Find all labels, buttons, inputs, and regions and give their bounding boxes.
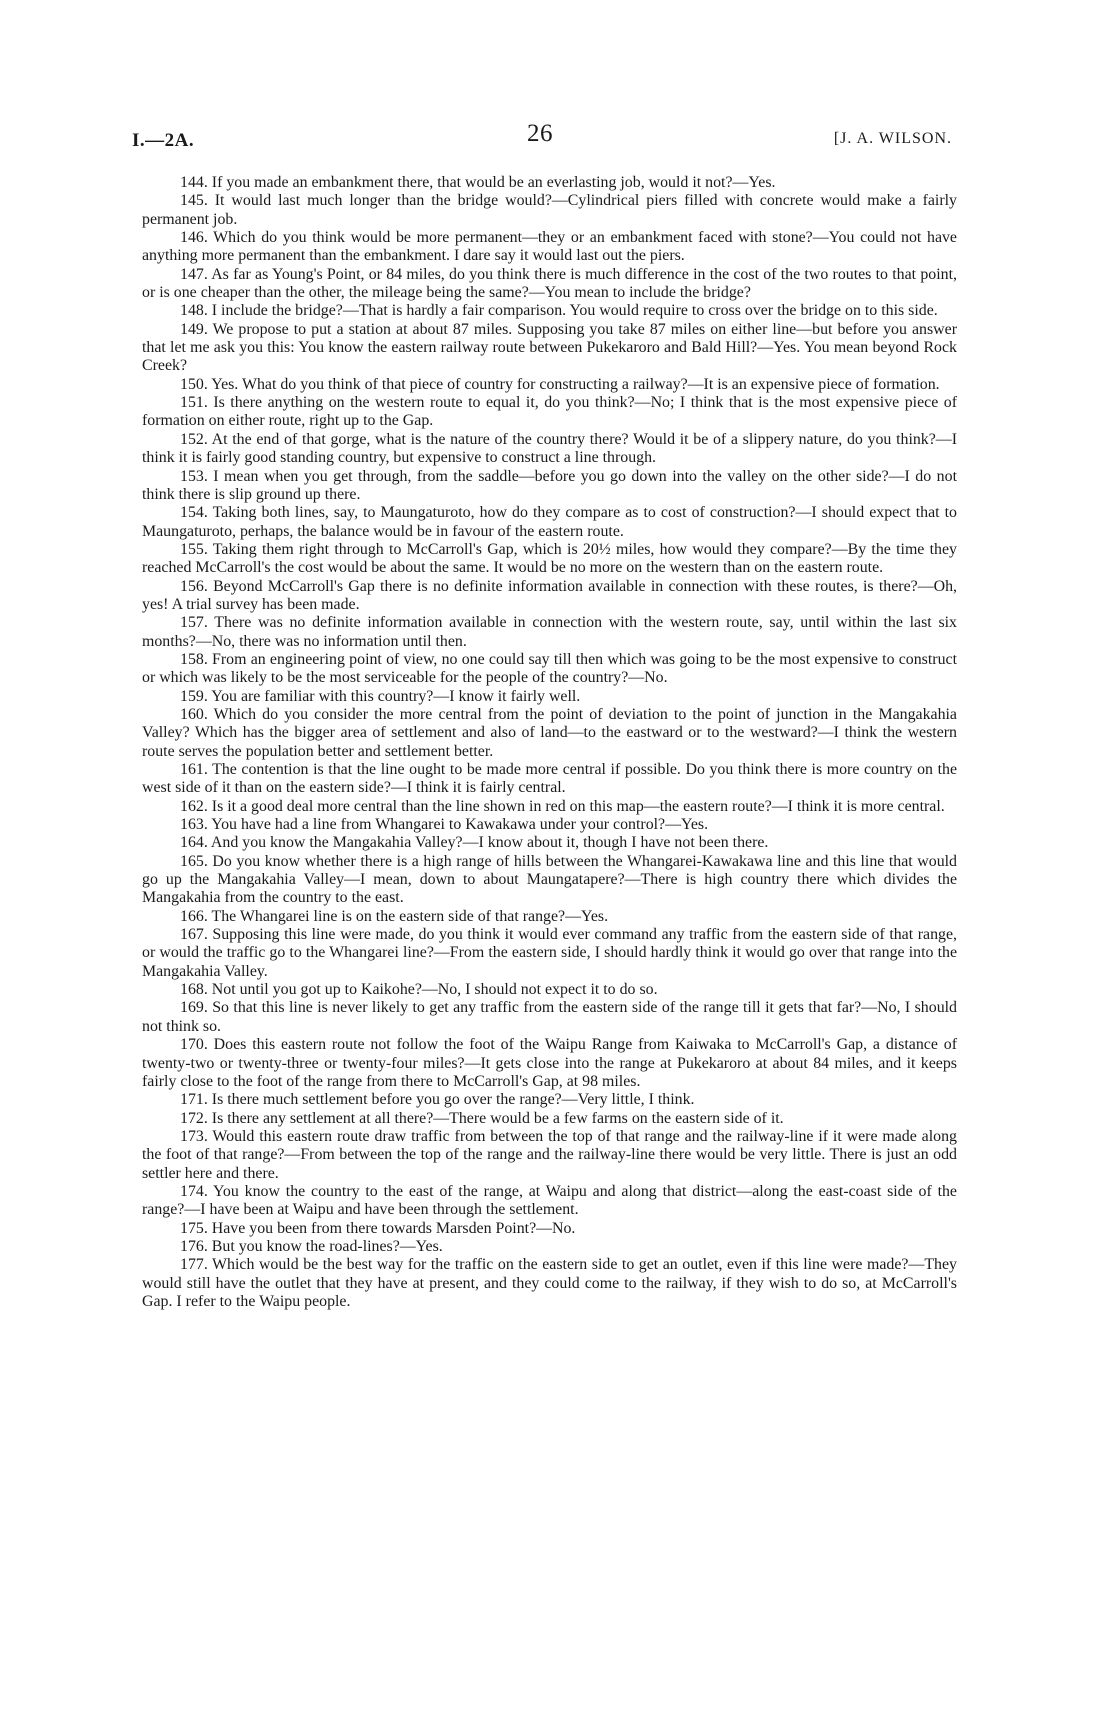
paragraph: 144. If you made an embankment there, that would be an everlasting job, would it not?—Yes. bbox=[180, 174, 776, 191]
paragraph: 175. Have you been from there towards Marsden Point?—No. bbox=[180, 1219, 576, 1237]
paragraph: 154. Taking both lines, say, to Maungaturoto, how do they compare as to cost of construction?—I should expect that to Maungaturoto, perhaps, the balance would be in favour of the eastern route. bbox=[142, 504, 957, 540]
paragraph: 150. Yes. What do you think of that piece of country for constructing a railway?—It is an expensive piece of formation. bbox=[180, 375, 940, 393]
paragraph: 158. From an engineering point of view, no one could say till then which was going to be the most expensive to construct or which was likely to be the most serviceable for the people of the country?—No. bbox=[142, 650, 957, 687]
paragraph: 164. And you know the Mangakahia Valley?—I know about it, though I have not been there. bbox=[180, 834, 769, 852]
paragraph: 159. You are familiar with this country?—I know it fairly well. bbox=[180, 687, 581, 705]
paragraph: 172. Is there any settlement at all there?—There would be a few farms on the eastern side of it. bbox=[180, 1109, 784, 1127]
paragraph: 169. So that this line is never likely to get any traffic from the eastern side of the range till it gets that far?—No, I should not think so. bbox=[142, 999, 957, 1035]
witness-name: [J. A. WILSON. bbox=[833, 130, 952, 147]
paragraph: 163. You have had a line from Whangarei to Kawakawa under your control?—Yes. bbox=[180, 816, 709, 834]
page-header bbox=[132, 120, 952, 160]
paragraph: 174. You know the country to the east of the range, at Waipu and along that district—along the east-coast side of the range?—I have been at Waipu and have been through the settlement. bbox=[142, 1182, 957, 1219]
paragraph: 145. It would last much longer than the bridge would?—Cylindrical piers filled with concrete would make a fairly permanent job. bbox=[142, 192, 957, 228]
paragraph: 173. Would this eastern route draw traffic from between the top of that range and the railway-line if it were made along the foot of that range?—From between the top of the range and the railway-line there would be very little. There is just an odd settler here and there. bbox=[142, 1127, 957, 1182]
paragraph: 167. Supposing this line were made, do you think it would ever command any traffic from the eastern side of that range, or would the traffic go to the Whangarei line?—From the eastern side, I should hardly think it would go over that range into the Mangakahia Valley. bbox=[142, 926, 957, 980]
paragraph: 148. I include the bridge?—That is hardly a fair comparison. You would require to cross over the bridge on to this side. bbox=[180, 302, 938, 320]
paragraph: 176. But you know the road-lines?—Yes. bbox=[180, 1237, 443, 1255]
paragraph: 168. Not until you got up to Kaikohe?—No, I should not expect it to do so. bbox=[180, 981, 658, 999]
page-number: 26 bbox=[527, 120, 553, 147]
paragraph: 155. Taking them right through to McCarroll's Gap, which is 20½ miles, how would they compare?—By the time they reached McCarroll's the cost would be about the same. It would be no more on the western than on the eastern route. bbox=[142, 540, 957, 577]
paragraph: 149. We propose to put a station at about 87 miles. Supposing you take 87 miles on either line—but before you answer that let me ask you this: You know the eastern railway route between Pukekaroro and Bald Hill?—Yes. You mean beyond Rock Creek? bbox=[142, 320, 957, 375]
paragraph: 160. Which do you consider the more central from the point of deviation to the point of junction in the Mangakahia Valley? Which has the bigger area of settlement and also of land—to the eastward or to the westward?—I think the western route serves the population better and settlement better. bbox=[142, 705, 957, 760]
paragraph: 166. The Whangarei line is on the eastern side of that range?—Yes. bbox=[180, 907, 609, 925]
paragraph: 147. As far as Young's Point, or 84 miles, do you think there is much difference in the cost of the two routes to that point, or is one cheaper than the other, the mileage being the same?—You mean to include the bridge? bbox=[142, 265, 957, 302]
testimony-body bbox=[142, 174, 957, 1311]
paragraph: 171. Is there much settlement before you go over the range?—Very little, I think. bbox=[180, 1091, 695, 1109]
paragraph: 152. At the end of that gorge, what is the nature of the country there? Would it be of a slippery nature, do you think?—I think it is fairly good standing country, but expensive to construct a line through. bbox=[142, 430, 957, 467]
paragraph: 161. The contention is that the line ought to be made more central if possible. Do you think there is more country on the west side of it than on the eastern side?—I think it is fairly central. bbox=[142, 761, 957, 797]
paragraph: 146. Which do you think would be more permanent—they or an embankment faced with stone?—You could not have anything more permanent than the embankment. I dare say it would last out the piers. bbox=[142, 229, 957, 265]
document-reference: I.—2A. bbox=[132, 130, 195, 151]
paragraph: 153. I mean when you get through, from the saddle—before you go down into the valley on the other side?—I do not think there is slip ground up there. bbox=[142, 467, 957, 503]
paragraph: 165. Do you know whether there is a high range of hills between the Whangarei-Kawakawa line and this line that would go up the Mangakahia Valley—I mean, down to about Maungatapere?—There is high country there which divides the Mangakahia from the country to the east. bbox=[142, 852, 957, 907]
paragraph: 157. There was no definite information available in connection with the western route, say, until within the last six months?—No, there was no information until then. bbox=[142, 614, 957, 650]
paragraph: 151. Is there anything on the western route to equal it, do you think?—No; I think that is the most expensive piece of formation on either route, right up to the Gap. bbox=[142, 394, 957, 430]
paragraph: 162. Is it a good deal more central than the line shown in red on this map—the eastern route?—I think it is more central. bbox=[180, 797, 945, 815]
paragraph: 177. Which would be the best way for the traffic on the eastern side to get an outlet, even if this line were made?—They would still have the outlet that they have at present, and they could come to the railway, if they wish to do so, at McCarroll's Gap. I refer to the Waipu people. bbox=[142, 1256, 957, 1310]
paragraph: 170. Does this eastern route not follow the foot of the Waipu Range from Kaiwaka to McCarroll's Gap, a distance of twenty-two or twenty-three or twenty-four miles?—It gets close into the range at Pukekaroro at about 84 miles, and it keeps fairly close to the foot of the range from there to McCarroll's Gap, at 98 miles. bbox=[142, 1036, 957, 1090]
paragraph: 156. Beyond McCarroll's Gap there is no definite information available in connection with these routes, is there?—Oh, yes! A trial survey has been made. bbox=[142, 577, 957, 613]
